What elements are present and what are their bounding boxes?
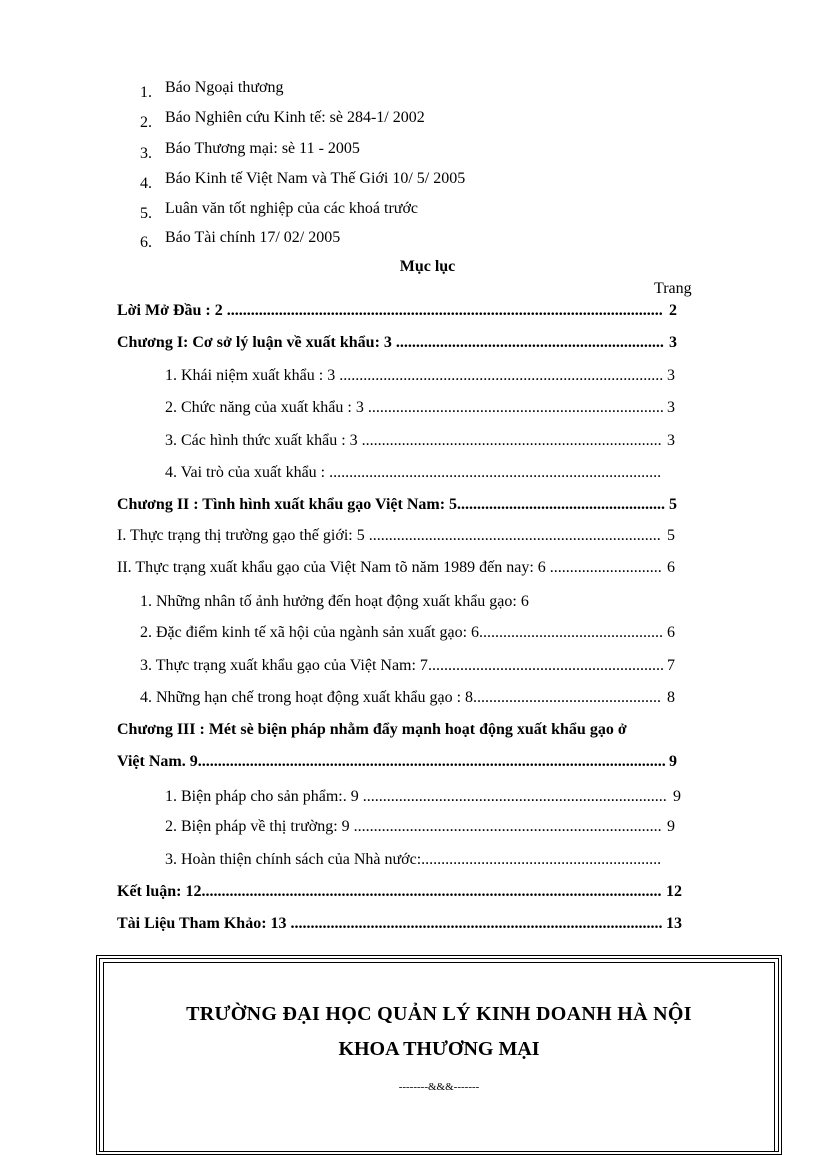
toc-entry[interactable] [117,913,682,935]
toc-entry-text: Chương III : Mét sè biện pháp nhằm đẩy mạnh hoạt động xuất khẩu gạo ở [117,721,627,738]
toc-entry-text: Tài Liệu Tham Khảo: 13 [117,915,291,932]
toc-entry[interactable] [117,557,675,579]
toc-entry[interactable] [165,849,662,871]
reference-number: 3. [140,145,152,162]
toc-entry[interactable] [140,655,675,677]
toc-entry-text: Chương II : Tình hình xuất khẩu gạo Việt Nam: 5 [117,496,458,513]
toc-entry[interactable] [165,816,675,838]
toc-entry-page: 5 [669,496,677,513]
toc-entry-text: II. Thực trạng xuất khẩu gạo của Việt Nam tõ năm 1989 đến nay: 6 [117,559,550,576]
toc-entry-page: 13 [666,915,682,932]
toc-entry-page: 9 [669,753,677,770]
reference-text: Báo Thương mại: sè 11 - 2005 [165,140,360,157]
toc-leader: ............................................................................ [362,788,667,805]
toc-entry-page: 12 [666,883,682,900]
university-name: TRƯỜNG ĐẠI HỌC QUẢN LÝ KINH DOANH HÀ NỘI [186,1003,692,1025]
toc-entry-text: 1. Khái niệm xuất khẩu : 3 [165,367,340,384]
toc-entry-page: 5 [667,527,675,544]
toc-entry[interactable] [117,494,677,516]
toc-entry-page: 9 [667,818,675,835]
toc-leader: ......................................................................... [368,527,661,544]
toc-entry-text: Chương I: Cơ sở lý luận về xuất khẩu: 3 [117,334,396,351]
toc-leader: .................................................... [457,496,666,513]
toc-entry-text: 3. Thực trạng xuất khẩu gạo của Việt Nam: 7 [140,657,428,674]
toc-entry[interactable] [117,751,677,773]
reference-number: 6. [140,234,152,251]
reference-text: Luân văn tốt nghiệp của các khoá trước [165,200,419,217]
toc-leader: ................................................................... [395,334,664,351]
toc-leader: ............................ [549,559,662,576]
toc-entry-text: 3. Các hình thức xuất khẩu : 3 [165,432,362,449]
reference-text: Báo Tài chính 17/ 02/ 2005 [165,229,341,246]
toc-leader: ................................................................................. [339,367,664,384]
toc-entry-text: 2. Đặc điểm kinh tế xã hội của ngành sản xuất gạo: 6 [140,624,480,641]
toc-entry-page: 8 [667,689,675,706]
reference-number: 4. [140,175,152,192]
toc-entry-page: 7 [667,657,675,674]
toc-entry[interactable] [117,332,677,354]
toc-entry-page: 3 [669,334,677,351]
toc-entry-page: 6 [667,559,675,576]
toc-entry[interactable] [165,430,675,452]
toc-entry-page: 3 [667,432,675,449]
reference-text: Báo Ngoại thương [165,79,284,96]
toc-entry-text: 4. Vai trò của xuất khẩu : [165,464,330,481]
toc-entry[interactable] [165,462,662,484]
toc-entry-text: Kết luận: 12 [117,883,202,900]
toc-leader: .......................................................................... [367,399,664,416]
toc-page-header: Trang [654,280,692,297]
toc-leader: ................................................................................... [329,464,662,481]
toc-entry[interactable] [165,365,675,387]
toc-entry[interactable] [117,719,757,741]
toc-entry-text: 2. Chức năng của xuất khẩu : 3 [165,399,368,416]
toc-leader: ............................................... [473,689,662,706]
toc-entry-text: Việt Nam. 9 [117,753,198,770]
toc-entry-text: Lời Mở Đầu : 2 [117,302,227,319]
reference-text: Báo Kinh tế Việt Nam và Thế Giới 10/ 5/ 2005 [165,170,466,187]
toc-entry-text: 3. Hoàn thiện chính sách của Nhà nước: [165,851,422,868]
toc-leader: ............................................................................................. [290,915,663,932]
toc-entry-page: 2 [669,302,677,319]
toc-entry[interactable] [140,591,660,613]
toc-entry[interactable] [140,687,675,709]
toc-leader: ..................................................................................................................... [197,753,666,770]
toc-entry-text: I. Thực trạng thị trường gạo thế giới: 5 [117,527,369,544]
toc-entry-page: 6 [667,624,675,641]
toc-entry-text: 1. Những nhân tố ảnh hưởng đến hoạt động xuất khẩu gạo: 6 [140,593,529,610]
toc-entry[interactable] [140,622,675,644]
ornament-divider: --------&&&------- [398,1081,480,1093]
toc-entry-page: 9 [673,788,681,805]
toc-leader: ............................................................................. [353,818,662,835]
toc-leader: ........................................................... [427,657,664,674]
toc-leader: ................................................................................................................... [201,883,662,900]
toc-leader: .............................................. [479,624,664,641]
toc-leader: ............................................................................................................. [226,302,663,319]
toc-entry[interactable] [117,525,675,547]
reference-number: 2. [140,114,152,131]
reference-number: 5. [140,205,152,222]
toc-entry-page: 3 [667,367,675,384]
toc-entry[interactable] [165,786,681,808]
toc-entry[interactable] [117,881,682,903]
toc-entry-text: 1. Biện pháp cho sản phẩm:. 9 [165,788,363,805]
toc-entry-text: 2. Biện pháp về thị trường: 9 [165,818,354,835]
toc-entry-text: 4. Những hạn chế trong hoạt động xuất khẩu gạo : 8 [140,689,474,706]
cover-frame [96,955,782,1155]
toc-entry[interactable] [117,300,677,322]
toc-leader: ........................................................................... [361,432,662,449]
faculty-name: KHOA THƯƠNG MẠI [338,1038,540,1060]
toc-leader: ............................................................ [421,851,662,868]
toc-entry[interactable] [165,397,675,419]
reference-text: Báo Nghiên cứu Kinh tế: sè 284-1/ 2002 [165,109,425,126]
toc-title: Mục lục [399,258,456,275]
toc-entry-page: 3 [667,399,675,416]
reference-number: 1. [140,84,152,101]
